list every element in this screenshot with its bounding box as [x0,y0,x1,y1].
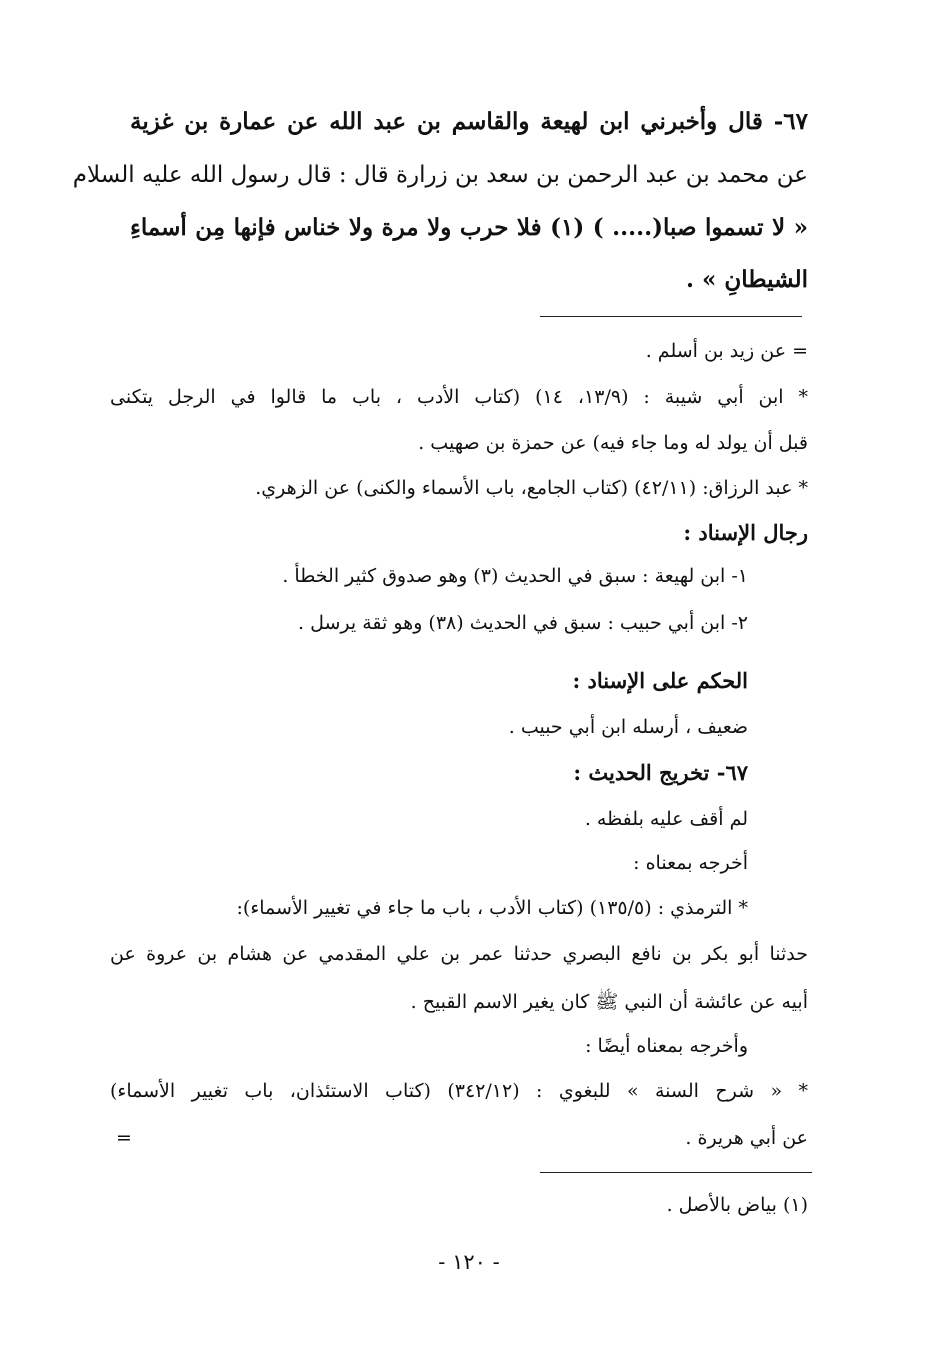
separator-rule-top [540,316,802,317]
hadith-line-4: الشيطانِ » . [685,266,808,293]
ruling-text: ضعيف ، أرسله ابن أبي حبيب . [508,716,748,738]
section-heading-takhrij: ٦٧- تخريج الحديث : [573,760,748,785]
continuation-mark: = [116,1127,132,1149]
note-line: * ابن أبي شيبة : (١٣/٩، ١٤) (كتاب الأدب ، باب ما قالوا في الرجل يتكنى [110,386,808,408]
page-number: - ١٢٠ - [438,1250,500,1274]
note-line: = عن زيد بن أسلم . [645,340,808,362]
takhrij-text: لم أقف عليه بلفظه . [584,808,748,830]
hadith-line-1: ٦٧- قال وأخبرني ابن لهيعة والقاسم بن عبد الله عن عمارة بن غزية [130,108,808,135]
takhrij-text: أبيه عن عائشة أن النبي ﷺ كان يغير الاسم القبيح . [410,991,808,1013]
footnote: (١) بياض بالأصل . [666,1194,808,1216]
hadith-line-3: « لا تسموا صبا(..... ) (١) فلا حرب ولا مرة ولا خناس فإنها مِن أسماءِ [130,214,808,241]
takhrij-text: وأخرجه بمعناه أيضًا : [585,1035,748,1057]
takhrij-text: أخرجه بمعناه : [633,852,748,874]
hadith-line-2: عن محمد بن عبد الرحمن بن سعد بن زرارة قال : قال رسول الله عليه السلام [72,162,808,188]
takhrij-source: * الترمذي : (١٣٥/٥) (كتاب الأدب ، باب ما جاء في تغيير الأسماء): [236,897,748,919]
note-line: قبل أن يولد له وما جاء فيه) عن حمزة بن صهيب . [418,432,808,454]
section-heading-ruling: الحكم على الإسناد : [572,668,748,693]
narrator-item: ٢- ابن أبي حبيب : سبق في الحديث (٣٨) وهو ثقة يرسل . [298,612,748,634]
takhrij-source: * « شرح السنة » للبغوي : (٣٤٢/١٢) (كتاب الاستئذان، باب تغيير الأسماء) [110,1080,808,1102]
narrator-item: ١- ابن لهيعة : سبق في الحديث (٣) وهو صدوق كثير الخطأ . [282,565,748,587]
takhrij-text: عن أبي هريرة . [685,1127,808,1149]
separator-rule-footnote [540,1172,812,1173]
note-line: * عبد الرزاق: (٤٢/١١) (كتاب الجامع، باب الأسماء والكنى) عن الزهري. [255,477,808,499]
section-heading-narrators: رجال الإسناد : [683,520,808,545]
takhrij-text: حدثنا أبو بكر بن نافع البصري حدثنا عمر بن علي المقدمي عن هشام بن عروة عن [110,943,808,965]
